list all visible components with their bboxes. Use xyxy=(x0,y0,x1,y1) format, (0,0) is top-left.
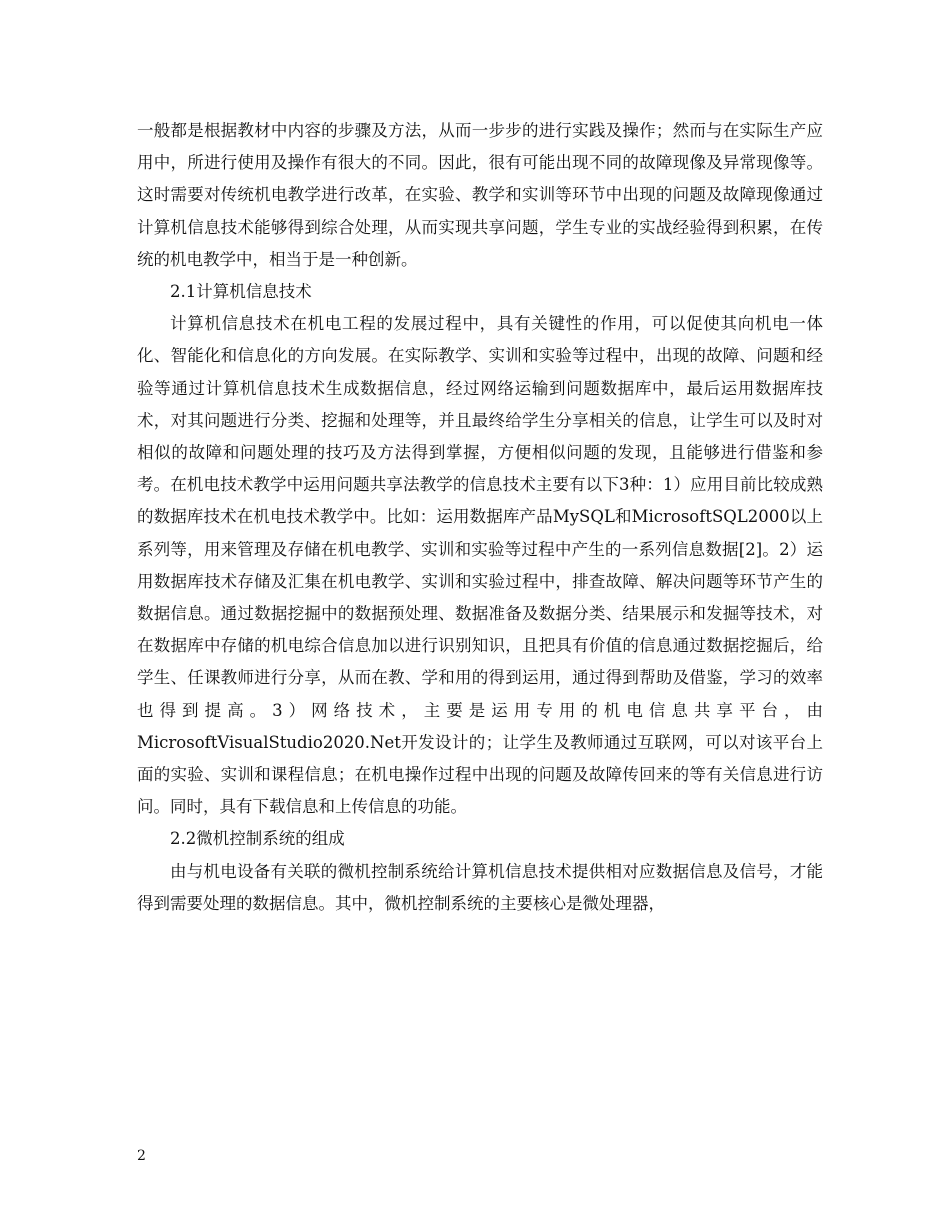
page-number: 2 xyxy=(137,1148,146,1164)
paragraph-microcomputer-control: 由与机电设备有关联的微机控制系统给计算机信息技术提供相对应数据信息及信号，才能得到需要处理的数据信息。其中，微机控制系统的主要核心是微处理器， xyxy=(137,861,823,913)
document-body xyxy=(137,115,823,920)
paragraph-continuation: 一般都是根据教材中内容的步骤及方法，从而一步步的进行实践及操作；然而与在实际生产应用中，所进行使用及操作有很大的不同。因此，很有可能出现不同的故障现像及异常现像等。这时需要对传统机电教学进行改革，在实验、教学和实训等环节中出现的问题及故障现像通过计算机信息技术能够得到综合处理，从而实现共享问题，学生专业的实战经验得到积累，在传统的机电教学中，相当于是一种创新。 xyxy=(137,121,823,269)
section-heading-2-1: 2.1计算机信息技术 xyxy=(170,282,312,302)
section-heading-2-2: 2.2微机控制系统的组成 xyxy=(170,829,345,849)
paragraph-computer-info-tech: 计算机信息技术在机电工程的发展过程中，具有关键性的作用，可以促使其向机电一体化、智能化和信息化的方向发展。在实际教学、实训和实验等过程中，出现的故障、问题和经验等通过计算机信息技术生成数据信息，经过网络运输到问题数据库中，最后运用数据库技术，对其问题进行分类、挖掘和处理等，并且最终给学生分享相关的信息，让学生可以及时对相似的故障和问题处理的技巧及方法得到掌握，方便相似问题的发现，且能够进行借鉴和参考。在机电技术教学中运用问题共享法教学的信息技术主要有以下3种：1）应用目前比较成熟的数据库技术在机电技术教学中。比如：运用数据库产品MySQL和MicrosoftSQL2000以上系列等，用来管理及存储在机电教学、实训和实验等过程中产生的一系列信息数据[2]。2）运用数据库技术存储及汇集在机电教学、实训和实验过程中，排查故障、解决问题等环节产生的数据信息。通过数据挖掘中的数据预处理、数据准备及数据分类、结果展示和发掘等技术，对在数据库中存储的机电综合信息加以进行识别知识，且把具有价值的信息通过数据挖掘后，给学生、任课教师进行分享，从而在教、学和用的得到运用，通过得到帮助及借鉴，学习的效率也得到提高。3）网络技术，主要是运用专用的机电信息共享平台，由MicrosoftVisualStudio2020.Net开发设计的；让学生及教师通过互联网，可以对该平台上面的实验、实训和课程信息；在机电操作过程中出现的问题及故障传回来的等有关信息进行访问。同时，具有下载信息和上传信息的功能。 xyxy=(137,314,823,817)
